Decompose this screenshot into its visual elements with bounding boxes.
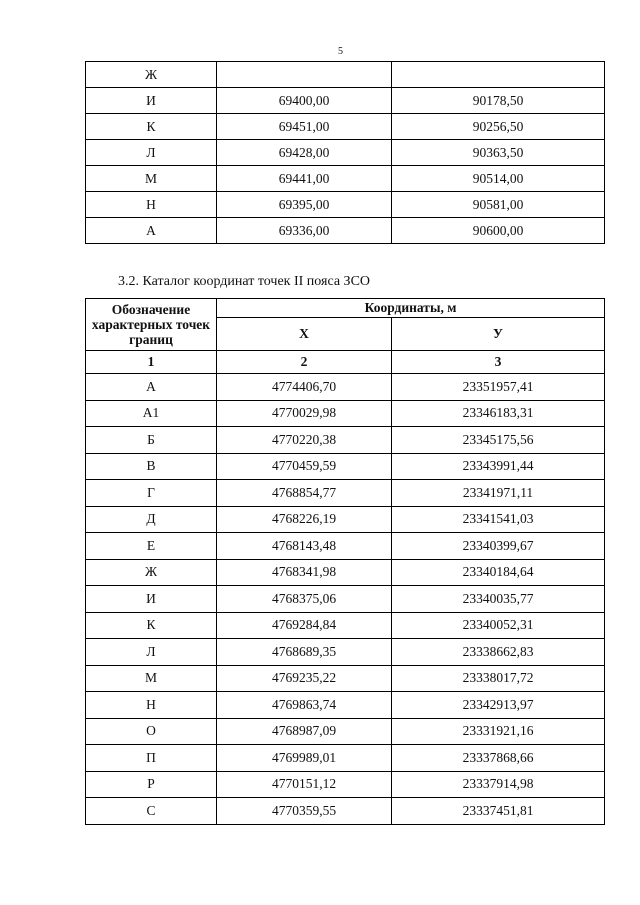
y-coordinate-cell: 90600,00 [392, 218, 605, 244]
x-coordinate-cell: 69400,00 [217, 88, 392, 114]
table-row [86, 400, 605, 427]
y-coordinate-cell: 90363,50 [392, 140, 605, 166]
x-coordinate-cell: 4768375,06 [217, 586, 392, 613]
point-cell: К [86, 114, 217, 140]
x-coordinate-cell: 69451,00 [217, 114, 392, 140]
y-coordinate-cell: 23338017,72 [392, 665, 605, 692]
y-coordinate-cell: 23337868,66 [392, 745, 605, 772]
table-row [86, 533, 605, 560]
table-row [86, 559, 605, 586]
x-coordinate-cell: 69395,00 [217, 192, 392, 218]
x-coordinate-cell: 69336,00 [217, 218, 392, 244]
y-coordinate-cell: 23345175,56 [392, 427, 605, 454]
point-cell: О [86, 718, 217, 745]
table-row [86, 745, 605, 772]
y-coordinate-cell: 23341541,03 [392, 506, 605, 533]
table-row [86, 586, 605, 613]
table-row [86, 62, 605, 88]
y-coordinate-cell: 90514,00 [392, 166, 605, 192]
x-coordinate-cell: 4770459,59 [217, 453, 392, 480]
x-coordinate-cell: 69441,00 [217, 166, 392, 192]
x-coordinate-cell: 4769989,01 [217, 745, 392, 772]
point-cell: А [86, 374, 217, 401]
table-row [86, 88, 605, 114]
x-coordinate-cell: 4769863,74 [217, 692, 392, 719]
coordinates-header: Координаты, м [217, 299, 605, 318]
point-cell: И [86, 88, 217, 114]
x-coordinate-cell: 4770029,98 [217, 400, 392, 427]
table-row [86, 506, 605, 533]
column-number-1: 1 [86, 351, 217, 374]
y-coordinate-cell: 23341971,11 [392, 480, 605, 507]
x-coordinate-cell: 4768143,48 [217, 533, 392, 560]
x-coordinate-cell: 4768226,19 [217, 506, 392, 533]
point-cell: И [86, 586, 217, 613]
table-row [86, 665, 605, 692]
y-coordinate-cell: 23337451,81 [392, 798, 605, 825]
point-cell: П [86, 745, 217, 772]
table-row [86, 114, 605, 140]
point-cell: А1 [86, 400, 217, 427]
coordinates-table-zone-ii [85, 298, 605, 825]
point-cell: Ж [86, 559, 217, 586]
table-row [86, 612, 605, 639]
x-coordinate-cell: 4769235,22 [217, 665, 392, 692]
coordinates-table-continued [85, 61, 605, 244]
table-row [86, 140, 605, 166]
x-coordinate-cell: 4774406,70 [217, 374, 392, 401]
coordinates-table-continued-body [86, 62, 605, 244]
y-header: У [392, 318, 605, 351]
table-row [86, 166, 605, 192]
table-row [86, 427, 605, 454]
page-number: 5 [338, 46, 343, 57]
table-row [86, 218, 605, 244]
y-coordinate-cell: 23340035,77 [392, 586, 605, 613]
column-number-2: 2 [217, 351, 392, 374]
y-coordinate-cell: 23343991,44 [392, 453, 605, 480]
table-row [86, 480, 605, 507]
y-coordinate-cell: 23351957,41 [392, 374, 605, 401]
y-coordinate-cell: 90178,50 [392, 88, 605, 114]
x-coordinate-cell: 4770220,38 [217, 427, 392, 454]
x-coordinate-cell: 4768854,77 [217, 480, 392, 507]
x-coordinate-cell: 4768689,35 [217, 639, 392, 666]
table-row [86, 692, 605, 719]
point-cell: Г [86, 480, 217, 507]
point-cell: Д [86, 506, 217, 533]
point-cell: Л [86, 140, 217, 166]
table-row [86, 639, 605, 666]
point-cell: М [86, 166, 217, 192]
y-coordinate-cell: 90256,50 [392, 114, 605, 140]
point-cell: Р [86, 771, 217, 798]
table-row [86, 453, 605, 480]
y-coordinate-cell: 23331921,16 [392, 718, 605, 745]
point-cell: К [86, 612, 217, 639]
coordinates-table-zone-ii-body [86, 299, 605, 825]
y-coordinate-cell: 23340052,31 [392, 612, 605, 639]
x-header: Х [217, 318, 392, 351]
table-row [86, 192, 605, 218]
point-cell: В [86, 453, 217, 480]
x-coordinate-cell: 69428,00 [217, 140, 392, 166]
point-cell: Л [86, 639, 217, 666]
table-row [86, 374, 605, 401]
table-header-row [86, 299, 605, 318]
point-cell: Е [86, 533, 217, 560]
y-coordinate-cell [392, 62, 605, 88]
y-coordinate-cell: 23346183,31 [392, 400, 605, 427]
table-row [86, 798, 605, 825]
point-cell: Б [86, 427, 217, 454]
y-coordinate-cell: 23340399,67 [392, 533, 605, 560]
x-coordinate-cell: 4770359,55 [217, 798, 392, 825]
designation-header: Обозначение характерных точек границ [86, 299, 217, 351]
y-coordinate-cell: 90581,00 [392, 192, 605, 218]
y-coordinate-cell: 23340184,64 [392, 559, 605, 586]
point-cell: Ж [86, 62, 217, 88]
point-cell: С [86, 798, 217, 825]
table-row [86, 718, 605, 745]
y-coordinate-cell: 23337914,98 [392, 771, 605, 798]
y-coordinate-cell: 23342913,97 [392, 692, 605, 719]
x-coordinate-cell: 4768987,09 [217, 718, 392, 745]
table-row [86, 771, 605, 798]
section-title: 3.2. Каталог координат точек II пояса ЗСО [118, 274, 371, 289]
x-coordinate-cell: 4770151,12 [217, 771, 392, 798]
point-cell: Н [86, 692, 217, 719]
x-coordinate-cell: 4769284,84 [217, 612, 392, 639]
column-number-3: 3 [392, 351, 605, 374]
point-cell: Н [86, 192, 217, 218]
y-coordinate-cell: 23338662,83 [392, 639, 605, 666]
column-number-row [86, 351, 605, 374]
point-cell: М [86, 665, 217, 692]
x-coordinate-cell: 4768341,98 [217, 559, 392, 586]
x-coordinate-cell [217, 62, 392, 88]
point-cell: А [86, 218, 217, 244]
